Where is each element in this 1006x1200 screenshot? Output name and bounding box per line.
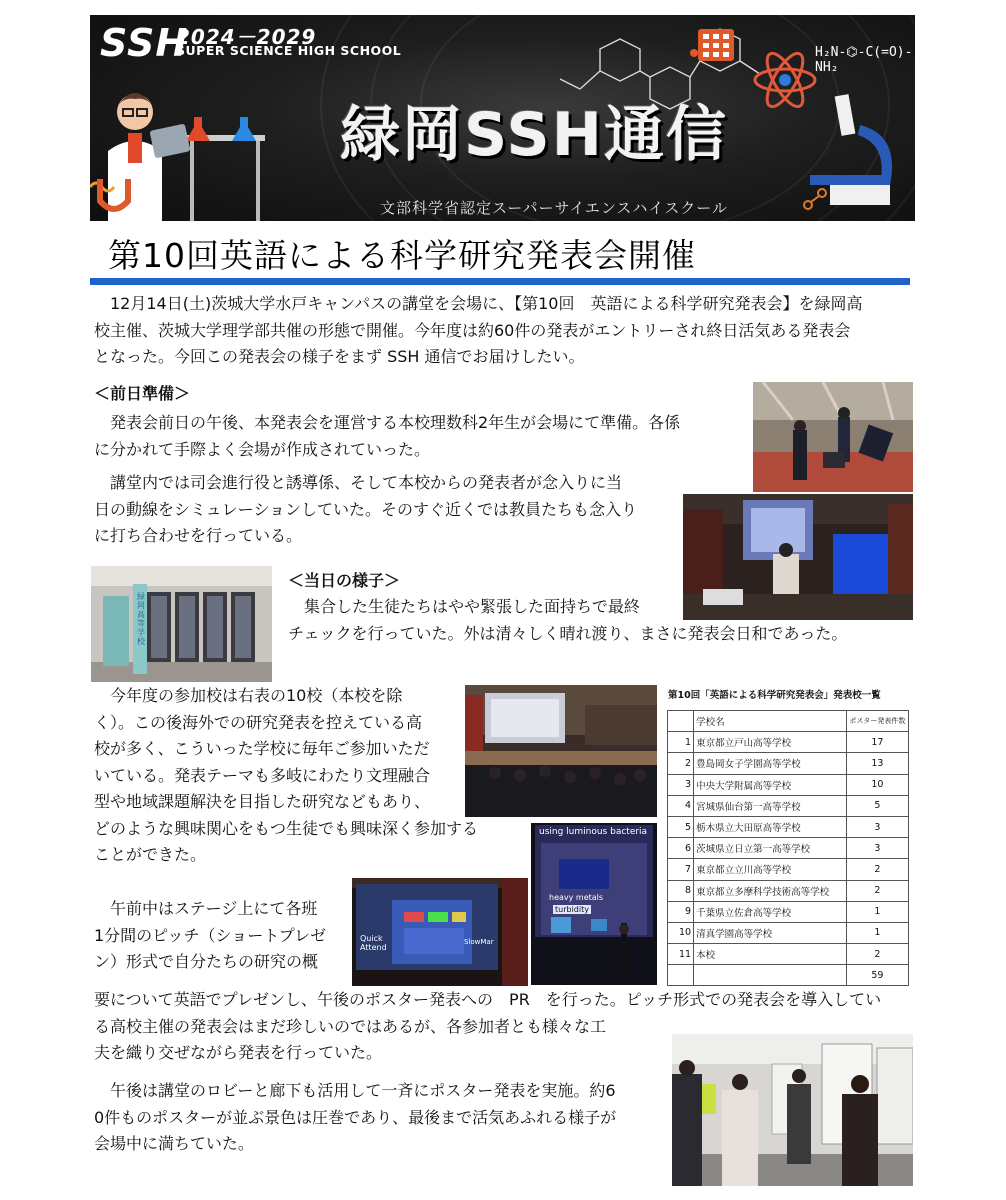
table-row	[668, 859, 909, 880]
poster-count: 2	[846, 944, 908, 965]
slide-word-heavy-metals: heavy metals	[549, 893, 604, 902]
table-row	[668, 816, 909, 837]
banner-title: 緑岡SSH通信	[340, 100, 728, 170]
ssh-subtitle: SUPER SCIENCE HIGH SCHOOL	[176, 43, 402, 58]
poster-count: 1	[846, 922, 908, 943]
table-total-row	[668, 965, 909, 986]
poster-count: 5	[846, 795, 908, 816]
text-line: に打ち合わせを行っている。	[94, 526, 303, 545]
text-line: 会場中に満ちていた。	[94, 1134, 254, 1153]
table-row	[668, 795, 909, 816]
text-line: ン）形式で自分たちの研究の概	[94, 952, 319, 971]
poster-count: 3	[846, 816, 908, 837]
ssh-years: 2024－2029	[176, 25, 317, 49]
ssh-logo: SSH	[100, 21, 189, 65]
poster-paragraph	[94, 1078, 674, 1158]
row-number: 9	[668, 901, 694, 922]
row-number: 5	[668, 816, 694, 837]
text-line: 要について英語でプレゼンし、午後のポスター発表への PR を行った。ピッチ形式での発表会を導入してい	[94, 990, 882, 1009]
row-number: 11	[668, 944, 694, 965]
text-line: 午後は講堂のロビーと廊下も活用して一斉にポスター発表を実施。約6	[110, 1081, 616, 1100]
text-line: どのような興味関心をもつ生徒でも興味深く参加する	[94, 818, 479, 838]
row-number: 2	[668, 753, 694, 774]
newsletter-banner	[90, 15, 915, 221]
text-line: 12月14日(土)茨城大学水戸キャンパスの講堂を会場に、【第10回 英語による科学研究発表会】を緑岡高	[110, 294, 863, 313]
row-number: 10	[668, 922, 694, 943]
table-row	[668, 732, 909, 753]
row-number: 6	[668, 838, 694, 859]
poster-count: 10	[846, 774, 908, 795]
preparation-paragraph-2	[94, 470, 684, 550]
screen-label-left: Quick Attend	[360, 934, 387, 952]
text-line: 校が多く、こういった学校に毎年ご参加いただ	[94, 739, 430, 758]
participating-schools-table	[667, 710, 909, 986]
section-heading-day-of: ＜当日の様子＞	[288, 571, 401, 590]
pitch-paragraph-short	[94, 896, 354, 976]
article-headline: 第10回英語による科学研究発表会開催	[108, 236, 696, 275]
school-name: 中央大学附属高等学校	[694, 774, 847, 795]
text-line: 午前中はステージ上にて各班	[110, 899, 318, 918]
school-name: 茨城県立日立第一高等学校	[694, 838, 847, 859]
table-row	[668, 944, 909, 965]
table-title: 第10回「英語による科学研究発表会」発表校一覧	[668, 690, 881, 701]
photo-venue-entrance	[91, 566, 272, 682]
text-line: に分かれて手際よく会場が作成されていった。	[94, 439, 431, 459]
poster-count: 13	[846, 753, 908, 774]
flask-rack-icon	[690, 25, 750, 65]
intro-paragraph	[94, 291, 924, 371]
photo-auditorium	[465, 685, 657, 817]
row-number: 8	[668, 880, 694, 901]
table-row	[668, 922, 909, 943]
table-header-row	[668, 711, 909, 732]
chemical-formula: H₂N-⌬-C(=O)-NH₂	[815, 45, 913, 75]
row-number: 7	[668, 859, 694, 880]
school-name: 清真学園高等学校	[694, 922, 847, 943]
school-name: 宮城県仙台第一高等学校	[694, 795, 847, 816]
school-name: 豊島岡女子学園高等学校	[694, 753, 847, 774]
text-line: 0件ものポスターが並ぶ景色は圧巻であり、最後まで活気あふれる様子が	[94, 1107, 617, 1127]
row-number: 4	[668, 795, 694, 816]
header-number	[668, 711, 694, 732]
participants-paragraph	[94, 683, 524, 869]
text-line: 講堂内では司会進行役と誘導係、そして本校からの発表者が念入りに当	[110, 473, 623, 492]
text-line: いている。発表テーマも多岐にわたり文理融合	[94, 765, 431, 785]
header-poster-count: ポスター発表件数	[846, 711, 908, 732]
text-line: チェックを行っていた。外は清々しく晴れ渡り、まさに発表会日和であった。	[288, 623, 848, 643]
screen-label-right: SlowMar	[464, 938, 494, 946]
header-school-name: 学校名	[694, 711, 847, 732]
text-line: る高校主催の発表会はまだ珍しいのではあるが、各参加者とも様々な工	[94, 1016, 607, 1036]
poster-count: 1	[846, 901, 908, 922]
school-name: 本校	[694, 944, 847, 965]
photo-presentation-slide	[531, 823, 657, 985]
section-heading-preparation: ＜前日準備＞	[94, 384, 191, 403]
row-number: 1	[668, 732, 694, 753]
poster-count: 3	[846, 838, 908, 859]
poster-count: 2	[846, 859, 908, 880]
text-line: ことができた。	[94, 845, 207, 864]
school-name: 栃木県立大田原高等学校	[694, 816, 847, 837]
photo-poster-session	[672, 1034, 913, 1186]
row-number: 3	[668, 774, 694, 795]
total-count: 59	[846, 965, 908, 986]
text-line: 今年度の参加校は右表の10校（本校を除	[110, 686, 403, 705]
text-line: 夫を織り交ぜながら発表を行っていた。	[94, 1043, 383, 1062]
day-of-paragraph	[288, 594, 918, 647]
table-row	[668, 901, 909, 922]
school-name: 千葉県立佐倉高等学校	[694, 901, 847, 922]
table-row	[668, 838, 909, 859]
text-line: 日の動線をシミュレーションしていた。そのすぐ近くでは教員たちも念入り	[94, 499, 638, 519]
text-line: 1分間のピッチ（ショートプレゼ	[94, 925, 327, 945]
headline-rule	[90, 278, 910, 285]
table-row	[668, 880, 909, 901]
poster-count: 2	[846, 880, 908, 901]
preparation-paragraph	[94, 410, 754, 463]
school-name: 東京都立多摩科学技術高等学校	[694, 880, 847, 901]
photo-preparation	[753, 382, 913, 492]
school-name: 東京都立立川高等学校	[694, 859, 847, 880]
text-line: く）。この後海外での研究発表を控えている高	[94, 712, 423, 732]
text-line: 集合した生徒たちはやや緊張した面持ちで最終	[304, 597, 640, 616]
table-row	[668, 753, 909, 774]
school-name: 東京都立戸山高等学校	[694, 732, 847, 753]
photo-stage-screen	[352, 878, 528, 986]
microscope-icon	[800, 85, 910, 221]
text-line: 発表会前日の午後、本発表会を運営する本校理数科2年生が会場にて準備。各係	[110, 413, 681, 432]
poster-count: 17	[846, 732, 908, 753]
text-line: 校主催、茨城大学理学部共催の形態で開催。今年度は約60件の発表がエントリーされ終日活気ある発表会	[94, 320, 851, 340]
slide-title: using luminous bacteria	[539, 827, 648, 837]
banner-footer: 文部科学省認定スーパーサイエンスハイスクール	[380, 199, 728, 217]
gate-banner-text: 緑岡高等学校	[137, 592, 145, 646]
text-line: となった。今回この発表会の様子をまず SSH 通信でお届けしたい。	[94, 347, 585, 366]
text-line: 型や地域課題解決を目指した研究などもあり、	[94, 792, 431, 811]
slide-word-turbidity: turbidity	[555, 905, 589, 914]
magnet-icon	[94, 175, 134, 219]
table-row	[668, 774, 909, 795]
